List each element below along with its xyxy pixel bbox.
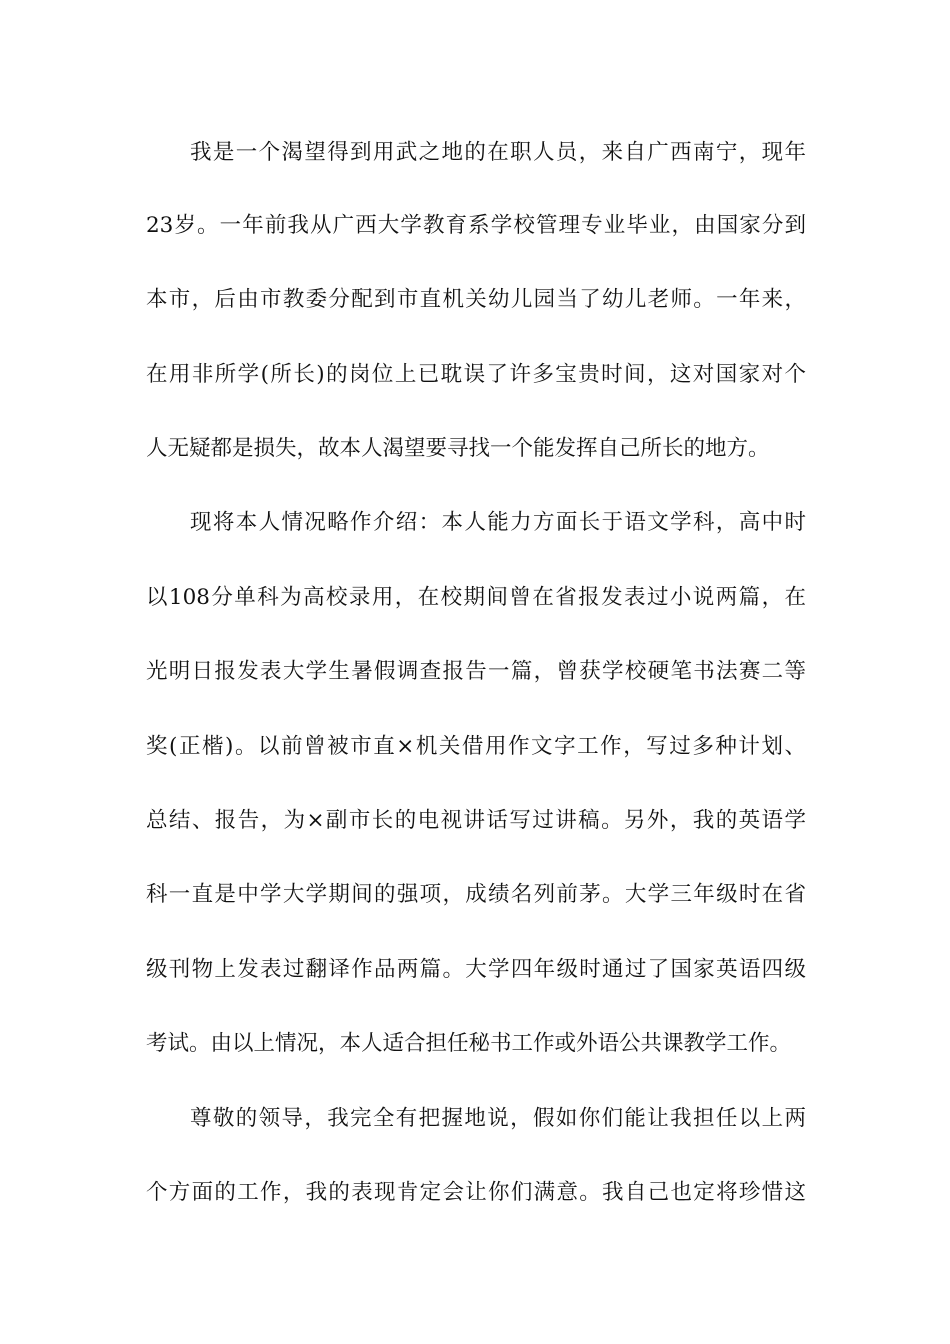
paragraph-2-line-1: 现将本人情况略作介绍：本人能力方面长于语文学科，高中时 bbox=[190, 510, 806, 535]
paragraph-1-line-3: 本市，后由市教委分配到市直机关幼儿园当了幼儿老师。一年来， bbox=[146, 287, 806, 312]
paragraph-1-line-2: 23岁。一年前我从广西大学教育系学校管理专业毕业，由国家分到 bbox=[146, 213, 806, 238]
paragraph-1-line-5: 人无疑都是损失，故本人渴望要寻找一个能发挥自己所长的地方。 bbox=[146, 436, 770, 461]
paragraph-1-line-1: 我是一个渴望得到用武之地的在职人员，来自广西南宁，现年 bbox=[190, 140, 806, 165]
paragraph-2-line-5: 总结、报告，为×副市长的电视讲话写过讲稿。另外，我的英语学 bbox=[146, 808, 806, 833]
paragraph-2-line-6: 科一直是中学大学期间的强项，成绩名列前茅。大学三年级时在省 bbox=[146, 882, 806, 907]
paragraph-2-line-8: 考试。由以上情况，本人适合担任秘书工作或外语公共课教学工作。 bbox=[146, 1031, 792, 1056]
paragraph-2-line-2: 以108分单科为高校录用，在校期间曾在省报发表过小说两篇，在 bbox=[146, 585, 806, 610]
paragraph-2-line-3: 光明日报发表大学生暑假调查报告一篇，曾获学校硬笔书法赛二等 bbox=[146, 659, 806, 684]
paragraph-3-line-2: 个方面的工作，我的表现肯定会让你们满意。我自己也定将珍惜这 bbox=[146, 1180, 806, 1205]
paragraph-2-line-4: 奖(正楷)。以前曾被市直×机关借用作文字工作，写过多种计划、 bbox=[146, 734, 806, 759]
paragraph-2-line-7: 级刊物上发表过翻译作品两篇。大学四年级时通过了国家英语四级 bbox=[146, 957, 806, 982]
paragraph-1-line-4: 在用非所学(所长)的岗位上已耽误了许多宝贵时间，这对国家对个 bbox=[146, 362, 806, 387]
paragraph-3-line-1: 尊敬的领导，我完全有把握地说，假如你们能让我担任以上两 bbox=[190, 1106, 806, 1131]
